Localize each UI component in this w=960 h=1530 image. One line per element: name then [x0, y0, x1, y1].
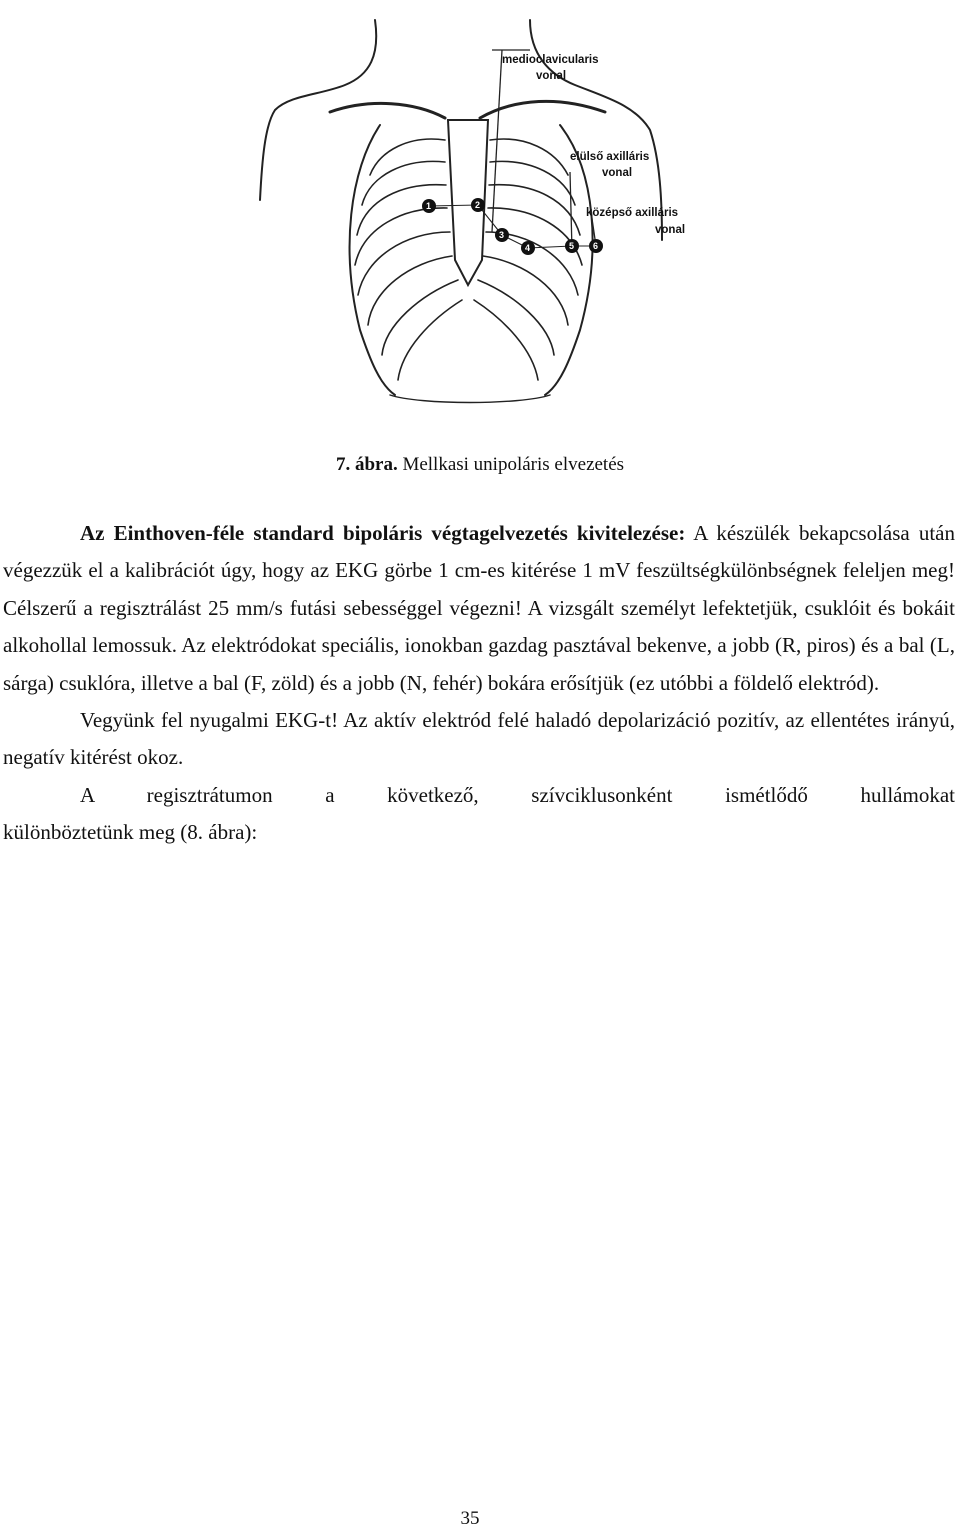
figure-title: Mellkasi unipoláris elvezetés — [402, 454, 625, 475]
thorax-drawing — [230, 0, 730, 410]
electrode-4-label: 4 — [525, 243, 531, 253]
electrode-5-label: 5 — [569, 241, 575, 251]
figure-caption — [0, 452, 960, 478]
label-mid-axillary-1: középső axilláris — [586, 207, 679, 219]
electrode-6-label: 6 — [593, 241, 599, 251]
label-midclavicular-1: medioclavicularis — [502, 54, 599, 66]
electrode-2-label: 2 — [475, 200, 481, 210]
paragraph-procedure — [3, 515, 955, 702]
body-text — [3, 515, 955, 852]
page-number: 35 — [460, 1508, 480, 1529]
label-anterior-axillary-2: vonal — [602, 167, 633, 179]
paragraph-heading: Az Einthoven-féle standard bipoláris végtagelvezetés kivitelezése: — [80, 521, 686, 545]
paragraph-waves-line1: A regisztrátumon a következő, szívciklusonként ismétlődő hullámokat — [80, 782, 955, 807]
label-mid-axillary-2: vonal — [655, 224, 686, 236]
anterior-axillary-line — [569, 172, 575, 251]
label-midclavicular-2: vonal — [536, 70, 567, 82]
right-ribcage-outline — [545, 125, 593, 395]
midclavicular-line — [492, 50, 502, 232]
chest-lead-figure — [230, 0, 730, 410]
label-anterior-axillary-1: elülső axilláris — [570, 151, 650, 163]
paragraph-procedure-text: A készülék bekapcsolása után végezzük el a kalibrációt úgy, hogy az EKG görbe 1 cm-es kitérése 1 mV feszültségkülönbségnek feleljen meg! Célszerű a regisztrálást 25 mm/s futási sebességgel végezni! A vizsgált személyt lefektetjük, csuklóit és bokáit alkohollal lemossuk. Az elektródokat speciális, ionokban gazdag pasztával bekenve, a jobb (R, piros) és a bal (L, sárga) csuklóra, illetve a bal (F, zöld) és a jobb (N, fehér) bokára erősítjük (ez utóbbi a földelő elektród). — [3, 521, 955, 695]
paragraph-ekg: Vegyünk fel nyugalmi EKG-t! Az aktív elektród felé haladó depolarizáció pozitív, az ellentétes irányú, negatív kitérést okoz. — [3, 708, 955, 770]
paragraph-waves-line2: különböztetünk meg (8. ábra): — [3, 820, 258, 845]
electrode-markers — [422, 198, 603, 255]
electrode-3-label: 3 — [499, 230, 505, 240]
electrode-1-label: 1 — [426, 201, 432, 211]
figure-number: 7. ábra. — [335, 454, 398, 475]
left-clavicle — [330, 103, 445, 118]
